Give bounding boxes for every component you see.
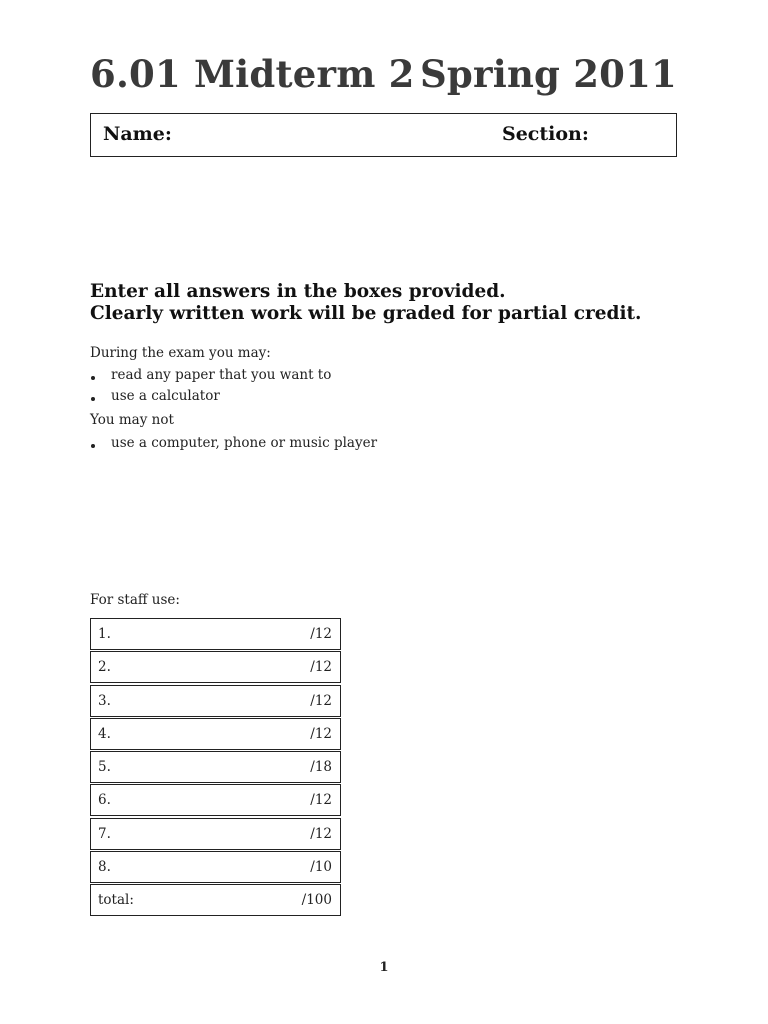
question-points: /12 bbox=[310, 692, 332, 709]
question-number: 7. bbox=[98, 825, 111, 842]
question-number: 3. bbox=[98, 692, 111, 709]
exam-title: 6.01 Midterm 2 bbox=[90, 52, 415, 96]
question-points: /12 bbox=[310, 626, 332, 642]
score-row bbox=[90, 851, 341, 883]
name-label: Name: bbox=[103, 123, 172, 145]
may-not-item: use a computer, phone or music player bbox=[111, 435, 378, 451]
section-label: Section: bbox=[502, 123, 589, 145]
score-row bbox=[90, 718, 341, 750]
score-row bbox=[90, 651, 341, 683]
page-number: 1 bbox=[379, 960, 389, 975]
score-row bbox=[90, 784, 341, 816]
question-points: /12 bbox=[310, 825, 332, 842]
instruction-line-1: Enter all answers in the boxes provided. bbox=[90, 281, 506, 302]
question-number: 8. bbox=[98, 859, 111, 876]
score-row bbox=[90, 818, 341, 850]
question-number: 1. bbox=[98, 626, 111, 642]
may-heading: During the exam you may: bbox=[90, 345, 271, 361]
total-points: /100 bbox=[301, 892, 332, 909]
question-points: /12 bbox=[310, 792, 332, 809]
score-row bbox=[90, 618, 341, 650]
total-label: total: bbox=[98, 892, 134, 909]
question-points: /10 bbox=[310, 859, 332, 876]
score-row bbox=[90, 685, 341, 717]
question-number: 2. bbox=[98, 659, 111, 676]
staff-use-label: For staff use: bbox=[90, 592, 180, 608]
exam-term: Spring 2011 bbox=[420, 52, 677, 96]
name-section-box bbox=[90, 113, 677, 157]
question-number: 6. bbox=[98, 792, 111, 809]
may-item: use a calculator bbox=[111, 388, 220, 404]
total-row bbox=[90, 884, 341, 916]
instruction-line-2: Clearly written work will be graded for partial credit. bbox=[90, 303, 642, 324]
instructions bbox=[90, 281, 641, 325]
question-points: /12 bbox=[310, 725, 332, 742]
score-table bbox=[90, 618, 341, 918]
question-points: /18 bbox=[310, 759, 332, 776]
score-row bbox=[90, 751, 341, 783]
question-number: 5. bbox=[98, 759, 111, 776]
may-not-heading: You may not bbox=[90, 412, 174, 428]
question-number: 4. bbox=[98, 725, 111, 742]
question-points: /12 bbox=[310, 659, 332, 676]
may-item: read any paper that you want to bbox=[111, 367, 332, 383]
